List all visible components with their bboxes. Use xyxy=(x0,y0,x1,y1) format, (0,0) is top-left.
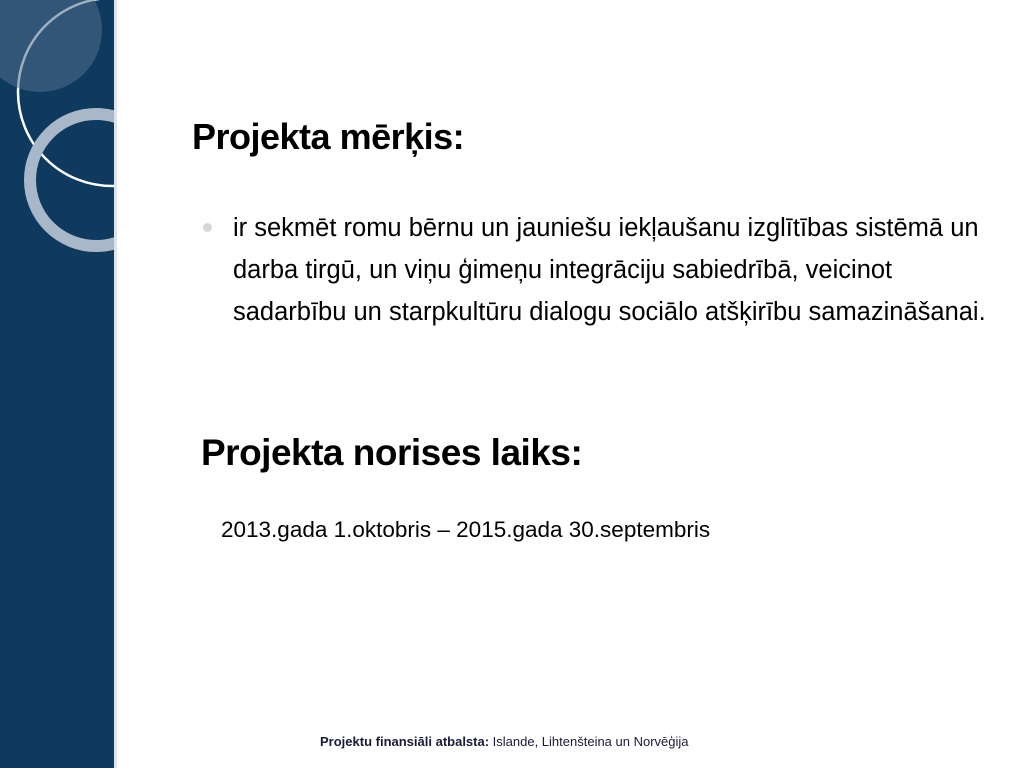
goal-bullet-text: ir sekmēt romu bērnu un jauniešu iekļaušanu izglītības sistēmā un darba tirgū, un viņu ģimeņu integrāciju sabiedrībā, veicinot sadarbību un starpkultūru dialogu sociālo atšķirību samazināšanai. xyxy=(233,214,986,326)
bullet-dot-icon xyxy=(203,223,212,232)
decorative-sidebar xyxy=(0,0,114,768)
grey-ring-shape xyxy=(30,114,114,246)
goal-heading: Projekta mērķis: xyxy=(192,116,465,157)
goal-bullet-item xyxy=(200,207,1000,333)
footer-funding xyxy=(320,734,689,749)
sidebar-divider xyxy=(114,0,117,768)
footer-label: Projektu finansiāli atbalsta: xyxy=(320,734,490,749)
footer-funders: Islande, Lihtenšteina un Norvēģija xyxy=(489,734,689,749)
decorative-circles xyxy=(0,0,114,768)
period-dates: 2013.gada 1.oktobris – 2015.gada 30.septembris xyxy=(221,517,711,542)
goal-bullet-list xyxy=(200,207,1000,333)
period-heading: Projekta norises laiks: xyxy=(201,432,583,473)
light-disc-shape xyxy=(0,0,102,92)
